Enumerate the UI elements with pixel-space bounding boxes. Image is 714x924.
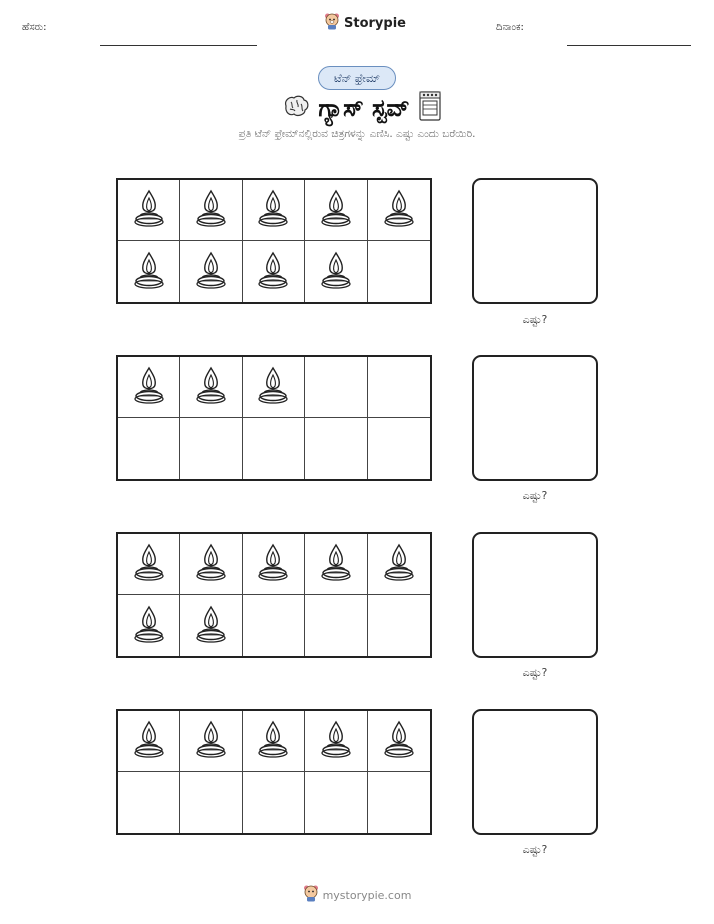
gas-burner-icon: [133, 542, 165, 586]
frame-cell: [180, 241, 242, 302]
frame-cell: [368, 418, 430, 479]
frame-cell: [118, 595, 180, 656]
name-line[interactable]: [100, 45, 257, 46]
frame-cell: [305, 772, 367, 833]
frame-cell: [243, 180, 305, 241]
frame-cell: [305, 241, 367, 302]
frame-cell: [368, 595, 430, 656]
frame-cell: [243, 711, 305, 772]
gas-burner-icon: [320, 542, 352, 586]
ten-frame-1: [116, 178, 432, 304]
gas-burner-icon: [133, 250, 165, 294]
gas-burner-icon: [133, 188, 165, 232]
stove-icon: [418, 91, 442, 125]
frame-cell: [180, 772, 242, 833]
question-label-1: ಎಷ್ಟು?: [522, 313, 548, 326]
frame-cell: [305, 357, 367, 418]
gas-burner-icon: [257, 719, 289, 763]
bear-logo-icon: [303, 884, 319, 906]
gas-burner-icon: [320, 250, 352, 294]
gas-burner-icon: [195, 604, 227, 648]
frame-cell: [180, 534, 242, 595]
answer-box-4[interactable]: [472, 709, 598, 835]
gas-burner-icon: [133, 365, 165, 409]
frame-cell: [243, 357, 305, 418]
frame-cell: [118, 418, 180, 479]
gas-burner-icon: [195, 719, 227, 763]
frame-cell: [243, 772, 305, 833]
title-text: ಗ್ಯಾಸ್ ಸ್ಟವ್: [318, 94, 410, 122]
gas-burner-icon: [133, 604, 165, 648]
worksheet-title: [252, 90, 472, 126]
footer: [0, 884, 714, 906]
frame-cell: [305, 534, 367, 595]
frame-cell: [305, 595, 367, 656]
frame-cell: [305, 180, 367, 241]
date-line[interactable]: [567, 45, 691, 46]
frame-cell: [118, 772, 180, 833]
question-label-2: ಎಷ್ಟು?: [522, 489, 548, 502]
frame-cell: [243, 241, 305, 302]
brand-name: Storypie: [344, 15, 406, 31]
frame-cell: [180, 711, 242, 772]
name-label: ಹೆಸರು:: [22, 22, 47, 33]
frame-cell: [243, 595, 305, 656]
frame-cell: [368, 357, 430, 418]
question-label-4: ಎಷ್ಟು?: [522, 843, 548, 856]
frame-cell: [180, 180, 242, 241]
answer-box-2[interactable]: [472, 355, 598, 481]
footer-url: mystorypie.com: [322, 888, 412, 902]
gas-burner-icon: [133, 719, 165, 763]
gas-burner-icon: [383, 719, 415, 763]
ten-frame-4: [116, 709, 432, 835]
frame-cell: [368, 534, 430, 595]
instruction-text: ಪ್ರತಿ ಟೆನ್ ಫ್ರೇಮ್‌ನಲ್ಲಿರುವ ಚಿತ್ರಗಳನ್ನು ಎಣಿಸಿ. ಎಷ್ಟು ಎಂದು ಬರೆಯಿರಿ.: [238, 128, 476, 140]
gas-burner-icon: [195, 542, 227, 586]
gas-burner-icon: [383, 542, 415, 586]
frame-cell: [368, 180, 430, 241]
frame-cell: [118, 241, 180, 302]
frame-cell: [118, 534, 180, 595]
frame-cell: [180, 418, 242, 479]
gas-burner-icon: [320, 719, 352, 763]
answer-box-3[interactable]: [472, 532, 598, 658]
gas-burner-icon: [257, 250, 289, 294]
gas-burner-icon: [195, 188, 227, 232]
frame-cell: [368, 241, 430, 302]
brand-logo: [324, 12, 406, 34]
frame-cell: [368, 711, 430, 772]
gas-burner-icon: [257, 542, 289, 586]
frame-cell: [180, 595, 242, 656]
date-label: ದಿನಾಂಕ:: [496, 22, 524, 33]
brain-icon: [282, 94, 310, 122]
frame-cell: [243, 534, 305, 595]
gas-burner-icon: [383, 188, 415, 232]
frame-cell: [368, 772, 430, 833]
answer-box-1[interactable]: [472, 178, 598, 304]
frame-cell: [305, 711, 367, 772]
question-label-3: ಎಷ್ಟು?: [522, 666, 548, 679]
frame-cell: [118, 180, 180, 241]
ten-frame-2: [116, 355, 432, 481]
gas-burner-icon: [320, 188, 352, 232]
ten-frame-3: [116, 532, 432, 658]
frame-cell: [118, 711, 180, 772]
frame-cell: [305, 418, 367, 479]
frame-cell: [118, 357, 180, 418]
gas-burner-icon: [257, 188, 289, 232]
gas-burner-icon: [257, 365, 289, 409]
worksheet-header: [0, 12, 714, 42]
frame-cell: [243, 418, 305, 479]
worksheet-tag: ಟೆನ್ ಫ್ರೇಮ್: [318, 66, 396, 90]
gas-burner-icon: [195, 365, 227, 409]
gas-burner-icon: [195, 250, 227, 294]
frame-cell: [180, 357, 242, 418]
bear-logo-icon: [324, 12, 340, 34]
